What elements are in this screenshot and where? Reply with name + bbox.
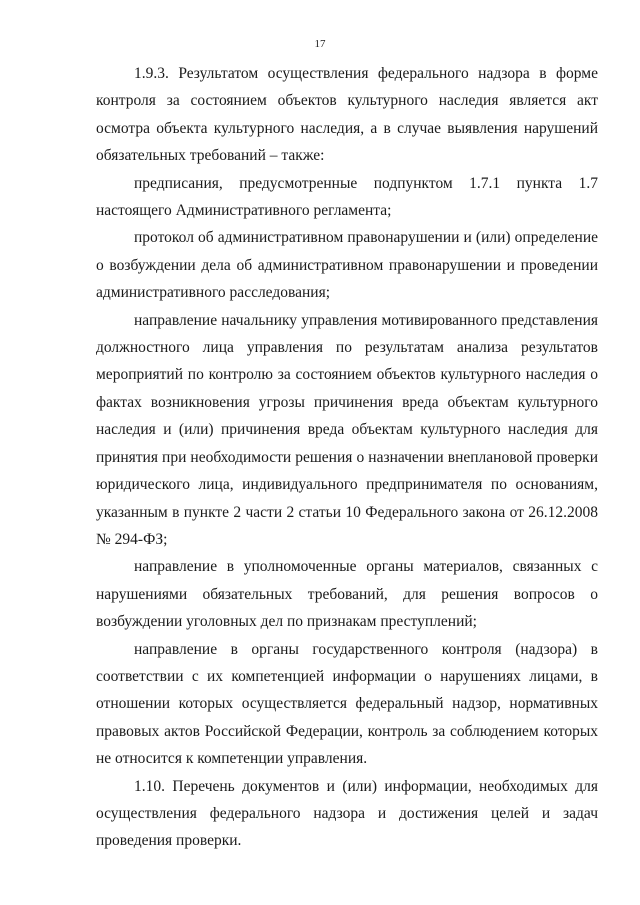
paragraph-prescriptions: предписания, предусмотренные подпунктом 1.7.1 пункта 1.7 настоящего Административного регламента;: [96, 174, 598, 220]
paragraph-1-10: 1.10. Перечень документов и (или) информации, необходимых для осуществления федерального надзора и достижения целей и задач проведения проверки.: [96, 777, 598, 850]
document-body: [96, 60, 598, 855]
page-number: 17: [314, 38, 326, 50]
paragraph-1-9-3: 1.9.3. Результатом осуществления федерального надзора в форме контроля за состоянием объектов культурного наследия является акт осмотра объекта культурного наследия, а в случае выявления нарушений обязательных требований – также:: [96, 65, 598, 165]
paragraph-protocol: протокол об административном правонарушении и (или) определение о возбуждении дела об административном правонарушении и проведении административного расследования;: [96, 229, 598, 302]
paragraph-information-to-control-bodies: направление в органы государственного контроля (надзора) в соответствии с их компетенцией информации о нарушениях лицами, в отношении которых осуществляется федеральный надзор, нормативных правовых актов Российской Федерации, контроль за соблюдением которых не относится к компетенции управления.: [96, 640, 598, 768]
paragraph-materials-to-authorities: направление в уполномоченные органы материалов, связанных с нарушениями обязательных требований, для решения вопросов о возбуждении уголовных дел по признакам преступлений;: [96, 558, 598, 631]
paragraph-submission-to-head: направление начальнику управления мотивированного представления должностного лица управления по результатам анализа результатов мероприятий по контролю за состоянием объектов культурного наследия о фактах возникновения угрозы причинения вреда объектам культурного наследия и (или) причинения вреда объектам культурного наследия для принятия при необходимости решения о назначении внеплановой проверки юридического лица, индивидуального предпринимателя по основаниям, указанным в пункте 2 части 2 статьи 10 Федерального закона от 26.12.2008 № 294-ФЗ;: [96, 311, 598, 548]
